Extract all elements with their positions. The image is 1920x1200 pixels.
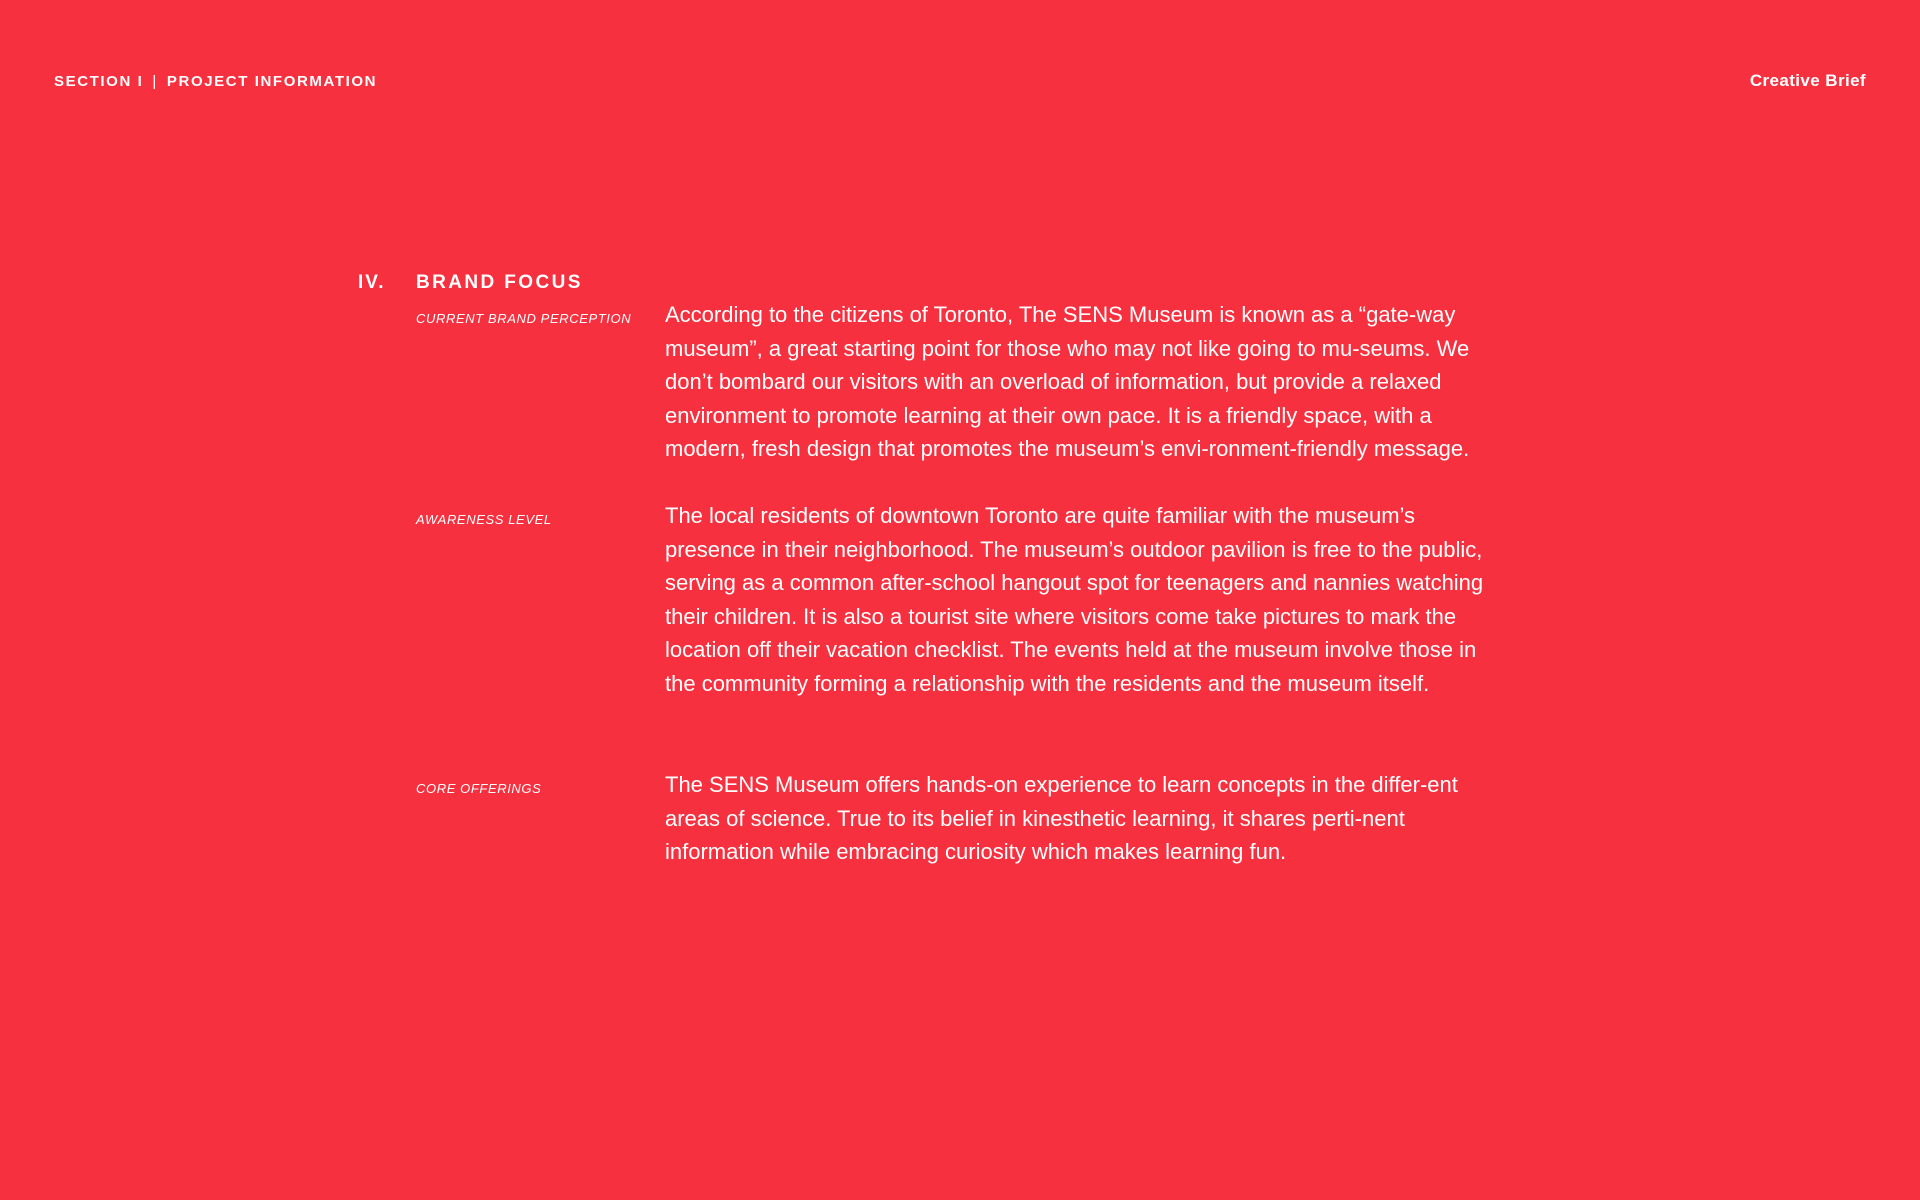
core-offerings-text: The SENS Museum offers hands-on experience to learn concepts in the differ-ent areas of science. True to its belief in kinesthetic learning, it shares perti-nent information while embracing curiosity which makes learning fun.	[665, 772, 1458, 865]
core-offerings-label: CORE OFFERINGS	[416, 781, 542, 796]
section-title-label: PROJECT INFORMATION	[166, 73, 378, 90]
awareness-level-label: AWARENESS LEVEL	[416, 512, 552, 527]
section-separator: |	[152, 73, 158, 90]
awareness-level-text: The local residents of downtown Toronto are quite familiar with the museum’s presence in their neighborhood. The museum’s outdoor pavilion is free to the public, serving as a common after-school hangout spot for teenagers and nannies watching their children. It is also a tourist site where visitors come take pictures to mark the location off their vacation checklist. The events held at the museum involve those in the community forming a relationship with the residents and the museum itself.	[665, 503, 1484, 696]
section-header	[54, 73, 377, 90]
section-number: IV.	[358, 272, 386, 293]
section-label: SECTION I	[54, 73, 144, 90]
current-brand-perception-text: According to the citizens of Toronto, The SENS Museum is known as a “gate-way museum”, a great starting point for those who may not like going to mu-seums. We don’t bombard our visitors with an overload of information, but provide a relaxed environment to promote learning at their own pace. It is a friendly space, with a modern, fresh design that promotes the museum’s envi-ronment-friendly message.	[665, 302, 1470, 462]
document-title: Creative Brief	[1749, 71, 1866, 90]
section-heading: BRAND FOCUS	[416, 272, 583, 293]
current-brand-perception-label: CURRENT BRAND PERCEPTION	[416, 311, 632, 326]
